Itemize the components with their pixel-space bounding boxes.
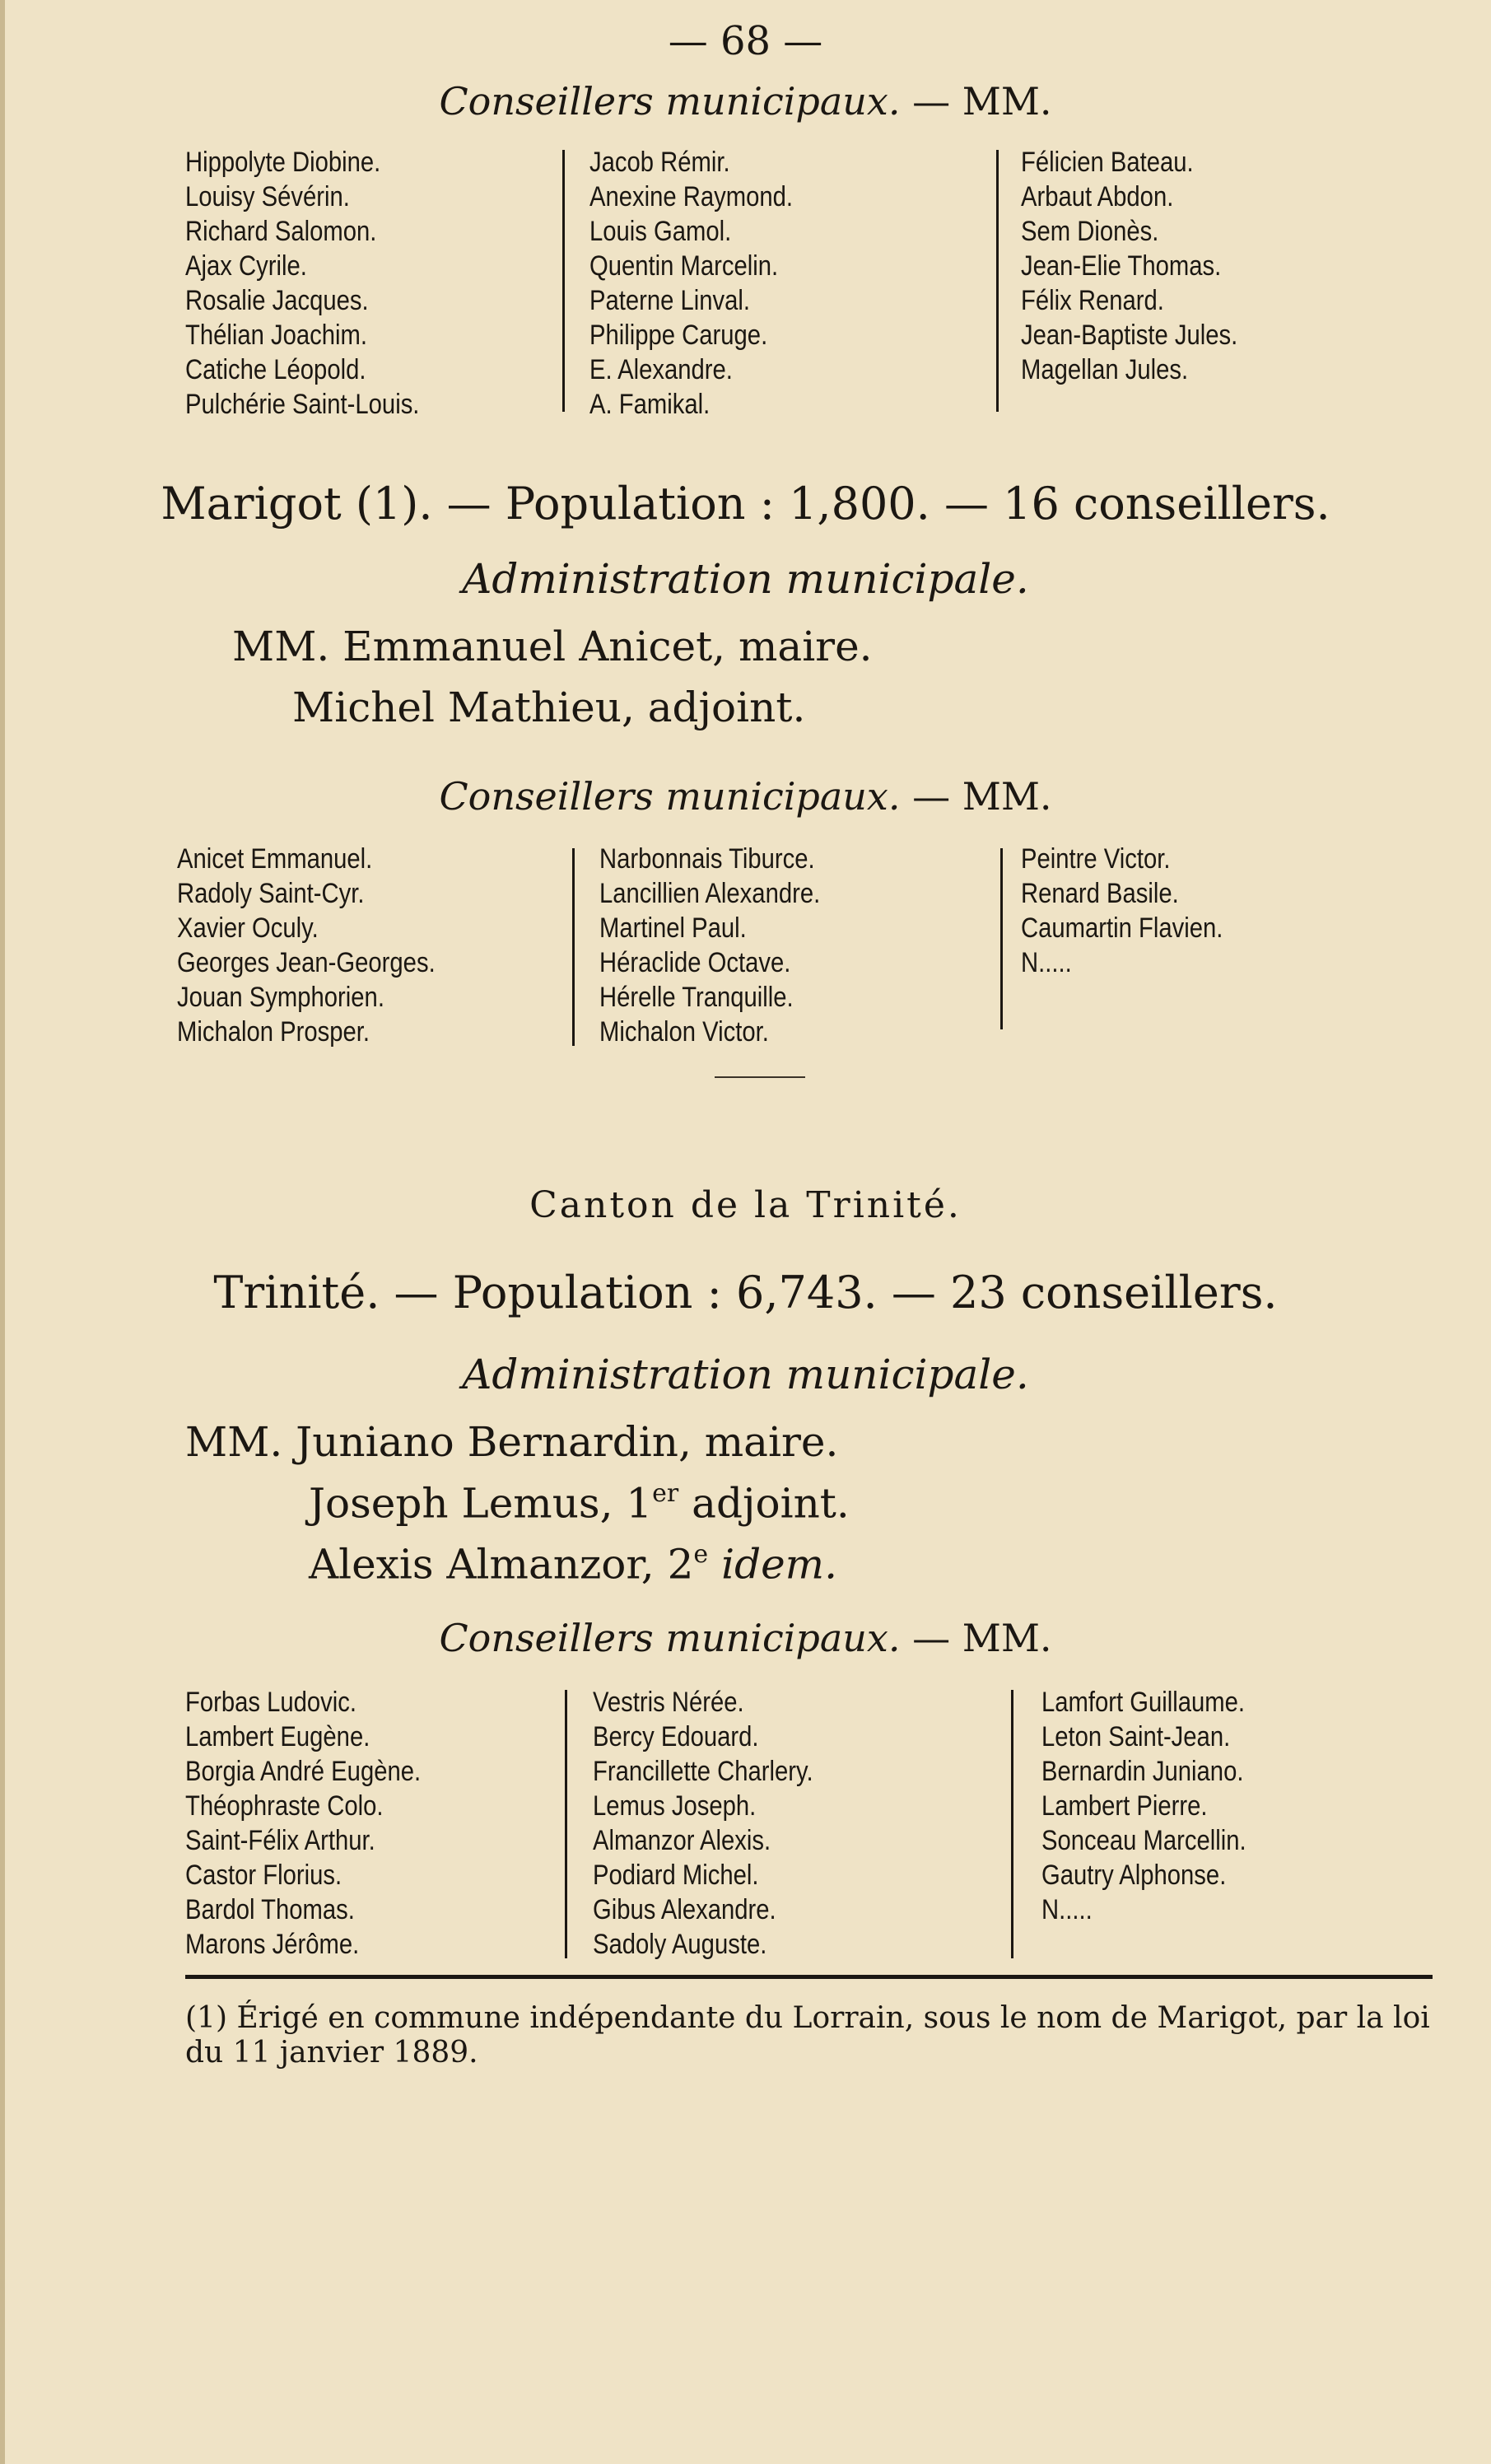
councillor-name: Lambert Pierre. xyxy=(1041,1790,1208,1822)
councillor-name: Castor Florius. xyxy=(185,1860,342,1891)
councillor-name: Sem Dionès. xyxy=(1021,216,1159,247)
councillor-name: Jouan Symphorien. xyxy=(177,982,384,1013)
councillor-name: Renard Basile. xyxy=(1021,878,1179,909)
councillor-name: Gautry Alphonse. xyxy=(1041,1860,1227,1891)
marigot-deputy: Michel Mathieu, adjoint. xyxy=(292,684,806,731)
councillor-column-2 xyxy=(599,842,820,1049)
councillors-header-title: Conseillers municipaux. xyxy=(439,774,901,819)
councillor-name: Borgia André Eugène. xyxy=(185,1756,422,1787)
ordinal-suffix: e xyxy=(693,1540,709,1569)
councillor-name: Bardol Thomas. xyxy=(185,1894,355,1925)
footnote: (1) Érigé en commune indépendante du Lorrain, sous le nom de Marigot, par la loi du 11 janvier 1889. xyxy=(185,2001,1430,2070)
trinite-first-deputy-name: Joseph Lemus, 1 xyxy=(309,1479,653,1528)
councillor-name: Radoly Saint-Cyr. xyxy=(177,878,365,909)
councillor-name: Félix Renard. xyxy=(1021,285,1164,316)
councillors-header-mm: — MM. xyxy=(912,1616,1052,1660)
councillor-name: Anicet Emmanuel. xyxy=(177,843,373,875)
councillor-name: Ajax Cyrile. xyxy=(185,250,307,282)
councillor-name: Jean-Baptiste Jules. xyxy=(1021,320,1238,351)
trinite-population: Trinité. — Population : 6,743. — 23 conseillers. xyxy=(213,1267,1278,1318)
councillor-name: Leton Saint-Jean. xyxy=(1041,1721,1231,1752)
councillor-name: Michalon Victor. xyxy=(599,1016,769,1048)
councillor-name: Lamfort Guillaume. xyxy=(1041,1687,1246,1718)
trinite-second-deputy xyxy=(309,1540,837,1588)
councillor-name: Magellan Jules. xyxy=(1021,354,1189,385)
councillor-name: Thélian Joachim. xyxy=(185,320,368,351)
councillor-name: Lemus Joseph. xyxy=(593,1790,757,1822)
councillor-name: Catiche Léopold. xyxy=(185,354,366,385)
councillor-name: Gibus Alexandre. xyxy=(593,1894,776,1925)
column-divider xyxy=(996,150,999,412)
councillor-name: Anexine Raymond. xyxy=(589,181,794,212)
councillor-name: Paterne Linval. xyxy=(589,285,751,316)
councillor-name: Podiard Michel. xyxy=(593,1860,759,1891)
councillor-column-1 xyxy=(185,145,419,422)
councillor-name: Rosalie Jacques. xyxy=(185,285,369,316)
councillor-name: E. Alexandre. xyxy=(589,354,733,385)
councillor-name: Pulchérie Saint-Louis. xyxy=(185,389,420,420)
councillor-name: Philippe Caruge. xyxy=(589,320,768,351)
councillor-column-1 xyxy=(185,1685,421,1962)
councillors-header-mm: — MM. xyxy=(912,79,1052,124)
councillor-name: Jean-Elie Thomas. xyxy=(1021,250,1222,282)
councillor-name: Hippolyte Diobine. xyxy=(185,147,381,178)
councillor-name: Richard Salomon. xyxy=(185,216,377,247)
councillor-name: Martinel Paul. xyxy=(599,912,747,944)
councillor-name: Forbas Ludovic. xyxy=(185,1687,357,1718)
councillors-header-1 xyxy=(0,79,1491,124)
councillor-name: Narbonnais Tiburce. xyxy=(599,843,815,875)
councillor-name: Georges Jean-Georges. xyxy=(177,947,436,978)
councillor-name: Félicien Bateau. xyxy=(1021,147,1194,178)
councillor-name: Arbaut Abdon. xyxy=(1021,181,1174,212)
councillors-header-2 xyxy=(0,774,1491,819)
councillor-name: Peintre Victor. xyxy=(1021,843,1171,875)
councillors-header-title: Conseillers municipaux. xyxy=(439,1616,901,1660)
trinite-first-deputy-role: adjoint. xyxy=(678,1479,850,1528)
councillor-name: N..... xyxy=(1041,1894,1093,1925)
councillor-column-3 xyxy=(1041,1685,1246,1927)
councillor-name: N..... xyxy=(1021,947,1072,978)
page-number: — 68 — xyxy=(668,18,823,64)
councillor-name: Jacob Rémir. xyxy=(589,147,730,178)
councillor-name: Michalon Prosper. xyxy=(177,1016,370,1048)
column-divider xyxy=(562,150,565,412)
councillor-name: Sonceau Marcellin. xyxy=(1041,1825,1246,1856)
councillor-name: Sadoly Auguste. xyxy=(593,1929,767,1960)
councillor-name: A. Famikal. xyxy=(589,389,711,420)
councillor-name: Almanzor Alexis. xyxy=(593,1825,771,1856)
councillors-header-mm: — MM. xyxy=(912,774,1052,819)
canton-title: Canton de la Trinité. xyxy=(529,1184,962,1226)
councillor-column-3 xyxy=(1021,145,1237,387)
short-separator xyxy=(715,1076,805,1078)
trinite-second-deputy-role: idem. xyxy=(721,1540,837,1589)
column-divider xyxy=(1011,1690,1013,1958)
councillor-name: Louis Gamol. xyxy=(589,216,732,247)
councillor-name: Bernardin Juniano. xyxy=(1041,1756,1244,1787)
footnote-rule xyxy=(185,1975,1433,1979)
ordinal-suffix: er xyxy=(652,1479,679,1508)
councillor-name: Lambert Eugène. xyxy=(185,1721,370,1752)
councillors-header-title: Conseillers municipaux. xyxy=(439,79,901,124)
councillor-column-3 xyxy=(1021,842,1223,980)
trinite-first-deputy xyxy=(309,1479,850,1527)
marigot-population: Marigot (1). — Population : 1,800. — 16 conseillers. xyxy=(161,478,1330,530)
trinite-admin-title: Administration municipale. xyxy=(462,1351,1029,1398)
marigot-admin-title: Administration municipale. xyxy=(462,555,1029,603)
councillor-name: Saint-Félix Arthur. xyxy=(185,1825,375,1856)
councillor-name: Xavier Oculy. xyxy=(177,912,319,944)
councillor-name: Hérelle Tranquille. xyxy=(599,982,794,1013)
councillor-column-1 xyxy=(177,842,436,1049)
councillor-name: Caumartin Flavien. xyxy=(1021,912,1223,944)
councillor-column-2 xyxy=(589,145,793,422)
councillor-column-2 xyxy=(593,1685,813,1962)
column-divider xyxy=(572,848,575,1046)
marigot-mayor: MM. Emmanuel Anicet, maire. xyxy=(232,623,873,670)
trinite-mayor: MM. Juniano Bernardin, maire. xyxy=(185,1418,839,1466)
councillor-name: Francillette Charlery. xyxy=(593,1756,813,1787)
councillor-name: Louisy Sévérin. xyxy=(185,181,350,212)
column-divider xyxy=(1000,848,1003,1029)
column-divider xyxy=(565,1690,567,1958)
trinite-second-deputy-name: Alexis Almanzor, 2 xyxy=(309,1540,694,1589)
councillor-name: Lancillien Alexandre. xyxy=(599,878,821,909)
councillor-name: Héraclide Octave. xyxy=(599,947,791,978)
councillor-name: Vestris Nérée. xyxy=(593,1687,744,1718)
councillor-name: Marons Jérôme. xyxy=(185,1929,360,1960)
councillors-header-3 xyxy=(0,1616,1491,1660)
page-edge xyxy=(0,0,5,2464)
councillor-name: Théophraste Colo. xyxy=(185,1790,384,1822)
councillor-name: Bercy Edouard. xyxy=(593,1721,759,1752)
councillor-name: Quentin Marcelin. xyxy=(589,250,779,282)
